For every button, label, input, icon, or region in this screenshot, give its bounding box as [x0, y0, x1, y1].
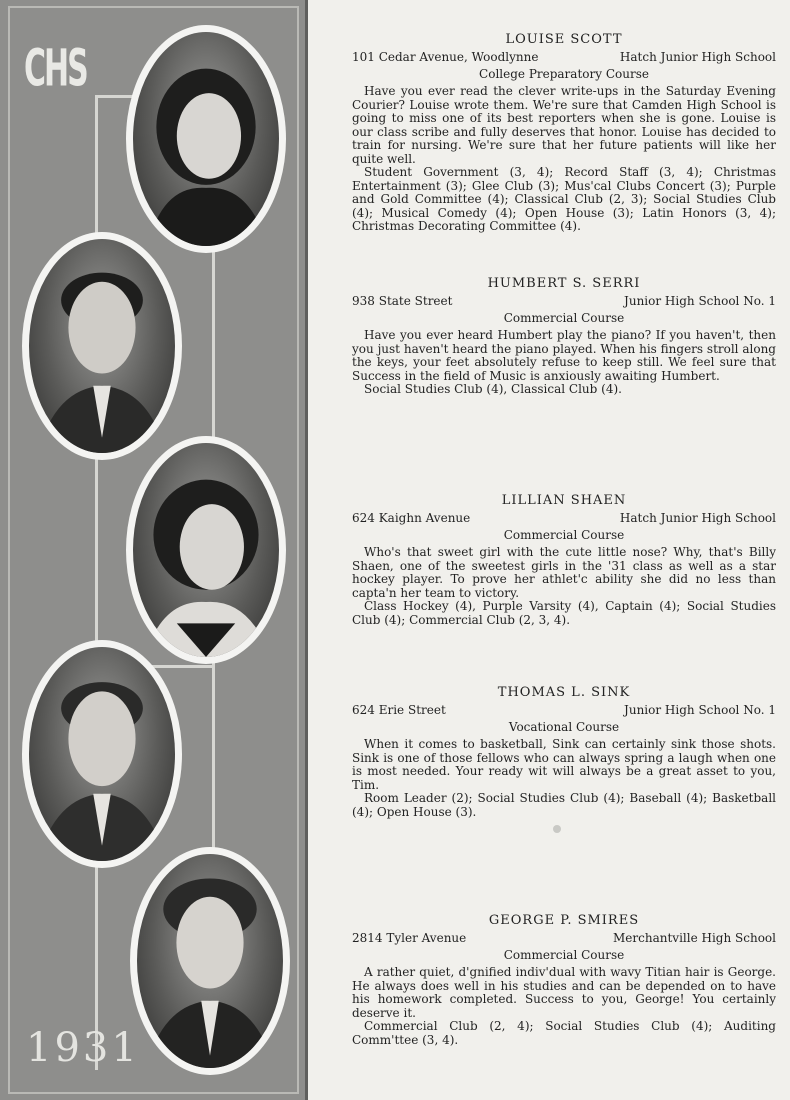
course-name: College Preparatory Course: [479, 67, 649, 81]
portrait-thomas-sink: [22, 640, 182, 868]
entry-lillian-shaen: [352, 493, 776, 627]
student-name: LILLIAN SHAEN: [501, 493, 627, 508]
previous-school: Hatch Junior High School: [619, 50, 776, 64]
address-row: [352, 293, 776, 310]
entry-thomas-sink: [352, 685, 776, 819]
activities: Student Government (3, 4); Record Staff (3, 4); Christmas Entertainment (3); Glee Club (3); Mus'cal Clubs Concert (3); Purple and Gold Committee (4); Classical Club (2, 3); Social Studies Club (4); Musical Comedy (4); Open House (3); Latin Honors (3, 4); Christmas Decorating Committee (4).: [352, 165, 776, 233]
biography: Have you ever heard Humbert play the piano? If you haven't, then you just haven't heard the piano played. When his fingers stroll along the keys, your feet absolutely refuse to keep still. We feel sure that Success in the field of Music is anxiously awaiting Humbert.: [352, 328, 776, 383]
previous-school: Merchantville High School: [613, 931, 776, 945]
course-name: Vocational Course: [508, 720, 620, 734]
activities: Social Studies Club (4), Classical Club (4).: [364, 382, 622, 396]
address-row: [352, 702, 776, 719]
previous-school: Hatch Junior High School: [619, 511, 776, 525]
activities: Commercial Club (2, 4); Social Studies Club (4); Auditing Comm'ttee (3, 4).: [352, 1019, 776, 1047]
school-monogram: CHS: [24, 39, 87, 99]
biography: Have you ever read the clever write-ups in the Saturday Evening Courier? Louise wrote them. We're sure that Camden High School is going to miss one of its best reporters when she is gone. Louise is our class scribe and fully deserves that honor. Louise has decided to train for nursing. We're sure that her future patients will like her quite well.: [352, 84, 776, 166]
biography: A rather quiet, d'gnified indiv'dual with wavy Titian hair is George. He always does well in his studies and can be depended on to have his homework completed. Success to you, George! You certainly deserve it.: [352, 965, 776, 1020]
course-name: Commercial Course: [503, 311, 625, 325]
student-name: THOMAS L. SINK: [497, 685, 631, 700]
student-name: HUMBERT S. SERRI: [487, 276, 641, 291]
student-name: GEORGE P. SMIRES: [488, 913, 640, 928]
portrait-lillian-shaen: [126, 436, 286, 664]
course-name: Commercial Course: [503, 528, 625, 542]
print-speck: [553, 825, 561, 833]
entry-louise-scott: [352, 32, 776, 234]
biography: When it comes to basketball, Sink can certainly sink those shots. Sink is one of those fellows who can always spring a laugh when one is most needed. Your ready wit will always be a great asset to you, Tim.: [352, 737, 776, 792]
portrait-george-smires: [130, 847, 290, 1075]
entry-george-smires: [352, 913, 776, 1047]
entry-humbert-serri: [352, 276, 776, 397]
home-address: 101 Cedar Avenue, Woodlynne: [352, 50, 539, 64]
yearbook-year: 1931: [26, 1025, 140, 1071]
activities: Class Hockey (4), Purple Varsity (4), Captain (4); Social Studies Club (4); Commercial Club (2, 3, 4).: [352, 599, 776, 627]
home-address: 2814 Tyler Avenue: [352, 931, 467, 945]
home-address: 624 Kaighn Avenue: [352, 511, 471, 525]
portrait-louise-scott: [126, 25, 286, 253]
previous-school: Junior High School No. 1: [624, 703, 776, 717]
portrait-humbert-serri: [22, 232, 182, 460]
address-row: [352, 510, 776, 527]
course-name: Commercial Course: [503, 948, 625, 962]
previous-school: Junior High School No. 1: [624, 294, 776, 308]
home-address: 938 State Street: [352, 294, 453, 308]
biography: Who's that sweet girl with the cute little nose? Why, that's Billy Shaen, one of the sweetest girls in the '31 class as well as a star hockey player. To prove her athlet'c ability she did no less than capta'n her team to victory.: [352, 545, 776, 600]
address-row: [352, 49, 776, 66]
home-address: 624 Erie Street: [352, 703, 446, 717]
student-name: LOUISE SCOTT: [505, 32, 623, 47]
address-row: [352, 930, 776, 947]
activities: Room Leader (2); Social Studies Club (4); Baseball (4); Basketball (4); Open House (3).: [352, 791, 776, 819]
